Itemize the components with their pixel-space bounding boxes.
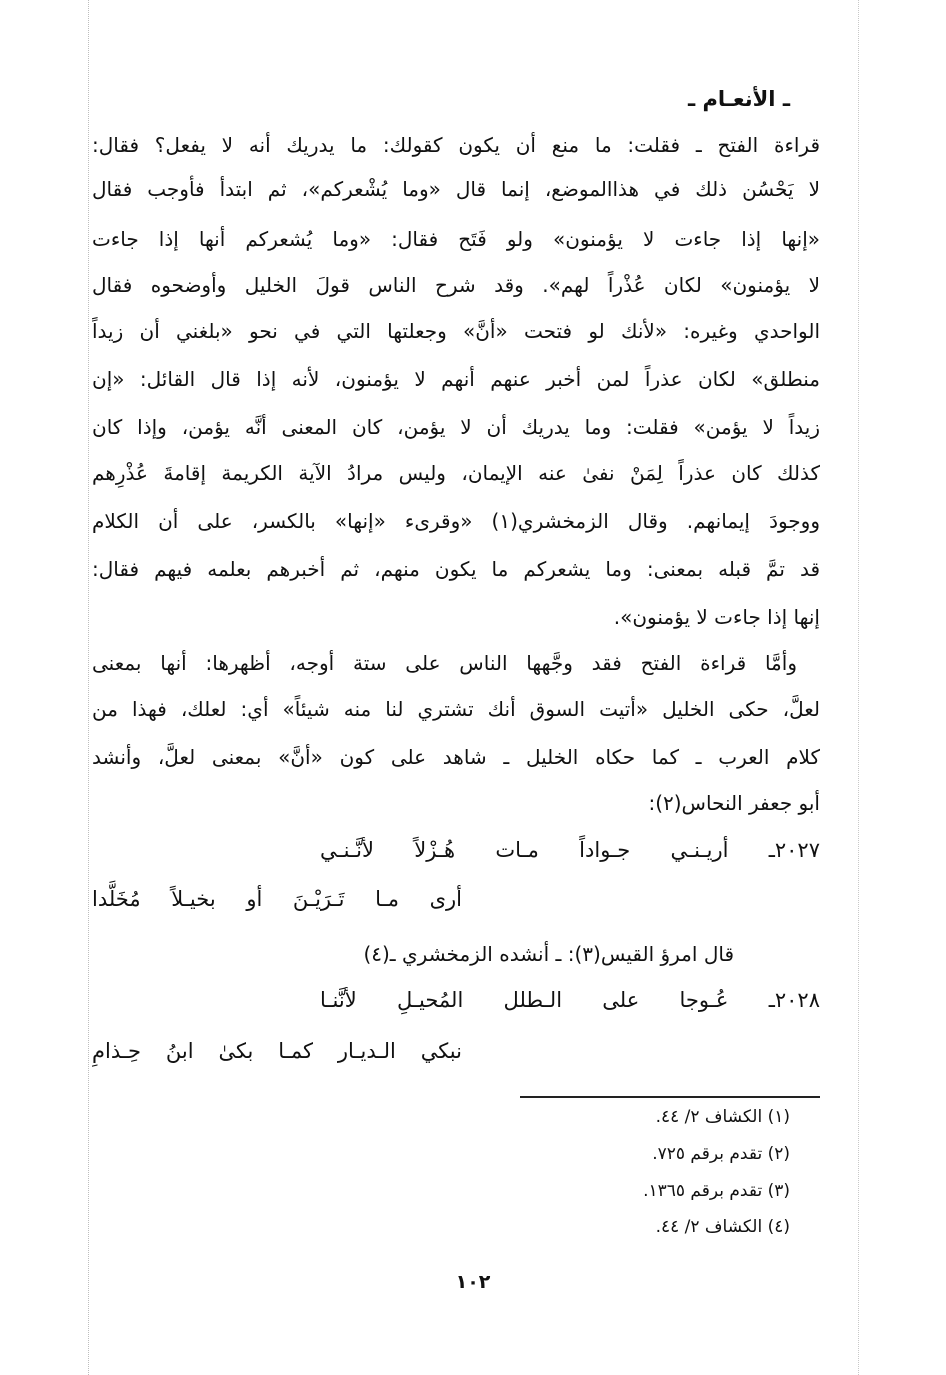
verse-2028-attribution: قال امرؤ القيس(٣): ـ أنشده الزمخشري ـ(٤) bbox=[363, 942, 734, 966]
verse-2027-second-hemistich: أرى مـا تَـرَيْـنَ أو بخيـلاً مُخَلَّدا bbox=[92, 887, 462, 911]
paragraph2-line-1: وأمَّا قراءة الفتح فقد وجَّهها الناس على ستة أوجه، أظهرها: أنها بمعنى bbox=[92, 651, 797, 675]
running-header: ـ الأنعـام ـ bbox=[687, 87, 790, 111]
body-line-11: إنها إذا جاءت لا يؤمنون». bbox=[613, 605, 820, 629]
body-line-8: كذلك كان عذراً لِمَنْ نفىٰ عنه الإيمان، وليس مرادُ الآية الكريمة إقامةَ عُذْرِهم bbox=[92, 461, 820, 485]
body-line-9: ووجودَ إيمانهم. وقال الزمخشري(١) «وقرىء «إنها» بالكسر، على أن الكلام bbox=[92, 509, 820, 533]
page-number: ١٠٢ bbox=[455, 1271, 491, 1293]
body-line-10: قد تمَّ قبله بمعنى: وما يشعركم ما يكون منهم، ثم أخبرهم بعلمه فيهم فقال: bbox=[92, 557, 820, 581]
body-line-4: لا يؤمنون» لكان عُذْراً لهم». وقد شرح الناس قولَ الخليل وأوضحوه فقال bbox=[92, 273, 820, 297]
verse-2028-first-hemistich: ٢٠٢٨ـ عُـوجا على الـطلل المُحيـلِ لأنَّنـا bbox=[320, 988, 820, 1012]
footnote-1: (١) الكشاف ٢/ ٤٤. bbox=[655, 1107, 790, 1127]
body-line-5: الواحدي وغيره: «لأنك لو فتحت «أنَّ» وجعلتها التي في نحو «بلغني أن زيداً bbox=[92, 319, 820, 343]
verse-2028-second-hemistich: نبكي الـديـار كمـا بكىٰ ابنُ حِـذامِ bbox=[92, 1039, 462, 1063]
body-line-7: زيداً لا يؤمن» فقلت: وما يدريك أن لا يؤمن، كان المعنى أنَّه يؤمن، وإذا كان bbox=[92, 415, 820, 439]
paragraph2-line-2: لعلَّ، حكى الخليل «أتيت السوق أنك تشتري لنا منه شيئاً» أي: لعلك، فهذا من bbox=[92, 697, 820, 721]
body-line-1: قراءة الفتح ـ فقلت: ما منع أن يكون كقولك: ما يدريك أنه لا يفعل؟ فقال: bbox=[92, 133, 820, 157]
scan-margin-guide-right bbox=[858, 0, 859, 1375]
scan-margin-guide-left bbox=[88, 0, 89, 1375]
verse-2027-first-hemistich: ٢٠٢٧ـ أريـنـي جـواداً مـات هُـزْلاً لأنَّـنـي bbox=[320, 838, 820, 862]
footnote-separator bbox=[520, 1096, 820, 1098]
body-line-2: لا يَحْسُن ذلك في هذاالموضع، إنما قال «وما يُشْعركم»، ثم ابتدأ فأوجب فقال bbox=[92, 177, 820, 201]
footnote-3: (٣) تقدم برقم ١٣٦٥. bbox=[643, 1181, 790, 1201]
footnote-4: (٤) الكشاف ٢/ ٤٤. bbox=[655, 1217, 790, 1237]
body-line-6: منطلق» لكان عذراً لمن أخبر عنهم أنهم لا يؤمنون، لأنه إذا قال القائل: «إن bbox=[92, 367, 820, 391]
paragraph2-line-4: أبو جعفر النحاس(٢): bbox=[648, 791, 820, 815]
footnote-2: (٢) تقدم برقم ٧٢٥. bbox=[652, 1144, 790, 1164]
paragraph2-line-3: كلام العرب ـ كما حكاه الخليل ـ شاهد على كون «أنَّ» بمعنى لعلَّ، وأنشد bbox=[92, 745, 820, 769]
body-line-3: «إنها إذا جاءت لا يؤمنون» ولو فَتَح فقال: «وما يُشعركم أنها إذا جاءت bbox=[92, 227, 820, 251]
